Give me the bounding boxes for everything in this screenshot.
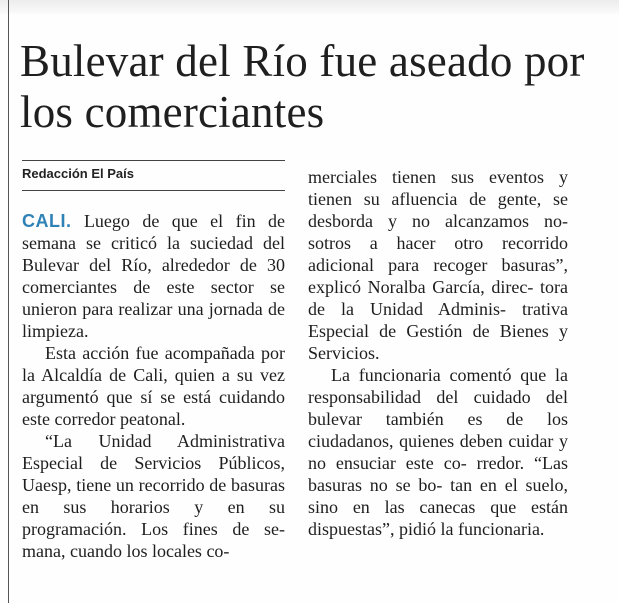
paragraph-1: CALI. Luego de que el fin de semana se criticó la suciedad del Bulevar del Río, alrededor de 30 comerciantes de este sector se unieron para realizar una jornada de limpieza.	[22, 211, 286, 341]
paragraph-4: merciales tienen sus eventos y tienen su afluencia de gente, se desborda y no alcanzamos no- sotros a hacer otro recorrido adicional para recoger basuras”, explicó Noralba García, direc- tora de la Unidad Adminis- trativa Especial de Gestión de Bienes y Servicios.	[308, 167, 568, 363]
article-headline: Bulevar del Río fue aseado por los comerciantes	[20, 36, 585, 137]
paragraph-3: “La Unidad Administrativa Especial de Servicios Públicos, Uaesp, tiene un recorrido de basuras en sus horarios y en su programación. Los fines de se- mana, cuando los locales co-	[22, 431, 285, 561]
left-margin-rule	[8, 0, 9, 603]
article-column-1	[22, 210, 285, 562]
dateline: CALI.	[22, 211, 72, 231]
article-byline: Redacción El País	[22, 166, 134, 181]
byline-top-rule	[22, 160, 285, 161]
paragraph-2: Esta acción fue acompañada por la Alcaldía de Cali, quien a su vez argumentó que sí se está cuidando este corredor peatonal.	[22, 343, 285, 429]
paragraph-5: La funcionaria comentó que la responsabilidad del cuidado del bulevar también es de los ciudadanos, quienes deben cuidar y no ensuciar este co- rredor. “Las basuras no se bo- tan en el suelo, sino en las canecas que están dispuestas”, pidió la funcionaria.	[308, 365, 568, 539]
byline-bottom-rule	[22, 190, 285, 191]
article-column-2	[308, 166, 568, 540]
page-top-edge	[0, 0, 619, 14]
